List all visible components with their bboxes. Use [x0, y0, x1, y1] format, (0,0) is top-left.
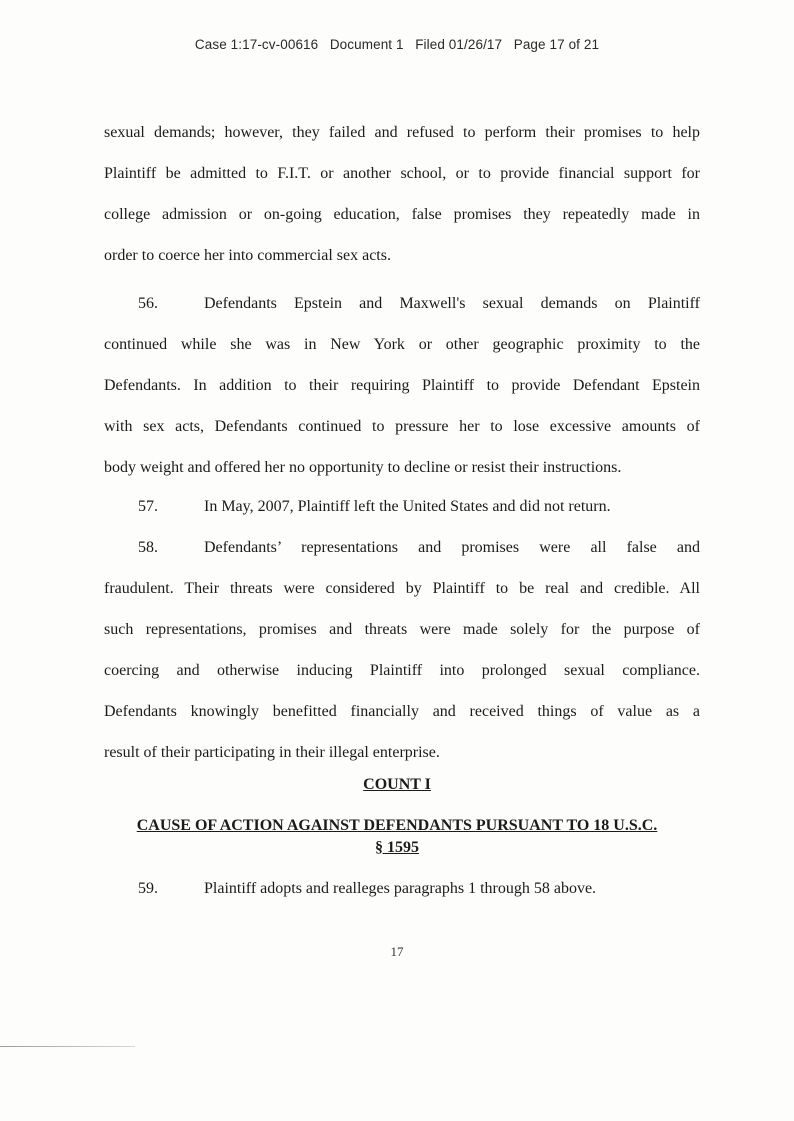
text-line-first — [104, 486, 700, 527]
text-line: order to coerce her into commercial sex acts. — [104, 247, 391, 264]
text-line: body weight and offered her no opportunity to decline or resist their instructions. — [104, 459, 622, 476]
cause-heading-line: CAUSE OF ACTION AGAINST DEFENDANTS PURSUANT TO 18 U.S.C. — [136, 817, 658, 834]
paragraph-59 — [104, 868, 700, 909]
scan-artifact-line — [0, 1046, 135, 1047]
text-line: sexual demands; however, they failed and refused to perform their promises to help — [104, 124, 700, 141]
text-line: Defendants. In addition to their requiring Plaintiff to provide Defendant Epstein — [104, 377, 700, 394]
text-line: fraudulent. Their threats were considered by Plaintiff to be real and credible. All — [104, 580, 700, 597]
text-segment: Plaintiff adopts and realleges paragraphs 1 through 58 above. — [204, 880, 597, 897]
document-number: Document 1 — [329, 37, 404, 52]
text-line-first — [104, 283, 700, 324]
page-indicator: Page 17 of 21 — [513, 37, 600, 52]
text-line-first — [104, 868, 700, 909]
page-number: 17 — [390, 944, 404, 959]
text-line: Plaintiff be admitted to F.I.T. or another school, or to provide financial support for — [104, 165, 700, 182]
paragraph-number: 56. — [138, 295, 158, 312]
paragraph-number: 57. — [138, 498, 158, 515]
paragraph-56 — [104, 283, 700, 488]
case-number: Case 1:17-cv-00616 — [194, 37, 319, 52]
paragraph-continuation — [104, 112, 700, 276]
text-line: college admission or on-going education, false promises they repeatedly made in — [104, 206, 700, 223]
text-line: Defendants knowingly benefitted financially and received things of value as a — [104, 703, 700, 720]
text-line: with sex acts, Defendants continued to pressure her to lose excessive amounts of — [104, 418, 700, 435]
cause-of-action-heading — [100, 815, 694, 859]
text-line: such representations, promises and threats were made solely for the purpose of — [104, 621, 700, 638]
text-segment: Defendants’ representations and promises were all false and — [204, 539, 700, 556]
text-line: continued while she was in New York or other geographic proximity to the — [104, 336, 700, 353]
cause-heading-line: § 1595 — [375, 839, 419, 856]
text-segment: Defendants Epstein and Maxwell's sexual demands on Plaintiff — [204, 295, 700, 312]
text-line: coercing and otherwise inducing Plaintiff into prolonged sexual compliance. — [104, 662, 700, 679]
case-header — [0, 37, 794, 52]
count-heading: COUNT I — [363, 776, 431, 793]
text-line-first — [104, 527, 700, 568]
paragraph-57 — [104, 486, 700, 527]
filed-date: Filed 01/26/17 — [415, 37, 503, 52]
paragraph-number: 58. — [138, 539, 158, 556]
text-segment: In May, 2007, Plaintiff left the United States and did not return. — [204, 498, 611, 515]
paragraph-number: 59. — [138, 880, 158, 897]
text-line: result of their participating in their illegal enterprise. — [104, 744, 440, 761]
paragraph-58 — [104, 527, 700, 773]
